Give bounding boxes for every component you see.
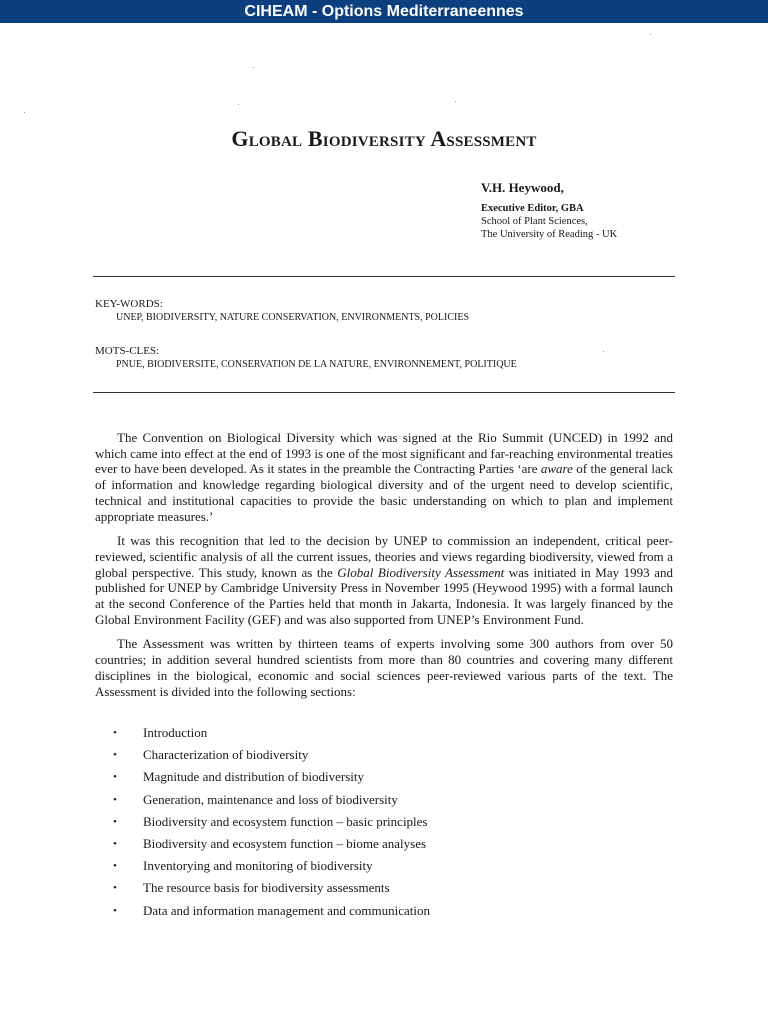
- bullet-icon: •: [113, 815, 117, 828]
- mots-cles-items: PNUE, BIODIVERSITE, CONSERVATION DE LA NATURE, ENVIRONNEMENT, POLITIQUE: [116, 359, 517, 370]
- keywords-block: [95, 297, 469, 325]
- author-department: School of Plant Sciences,: [481, 216, 588, 227]
- document-title: Global Biodiversity Assessment: [231, 126, 537, 151]
- list-item: • Characterization of biodiversity: [113, 747, 309, 763]
- sections-list: [113, 724, 430, 924]
- bullet-icon: •: [113, 727, 117, 739]
- bullet-icon: •: [113, 860, 117, 873]
- paragraph: It was this recognition that led to the decision by UNEP to commission an independent, critical peer-reviewed, scientific analysis of all the current issues, theories and views regarding biodiversity, viewed from a global perspective. This study, known as the Global Biodiversity Assessment was initiated in May 1993 and published for UNEP by Cambridge University Press in November 1995 (Heywood 1995) with a formal launch at the second Conference of the Parties held that month in Jakarta, Indonesia. It was largely financed by the Global Environment Facility (GEF) and was also supported from UNEP’s Environment Fund.: [95, 533, 673, 627]
- header-banner: CIHEAM - Options Mediterraneennes: [0, 0, 768, 23]
- mots-cles-block: [95, 344, 517, 372]
- author-institution: The University of Reading - UK: [481, 229, 618, 240]
- scan-speck: [238, 104, 239, 105]
- list-item: • Inventorying and monitoring of biodiversity: [113, 858, 373, 874]
- list-item: • Biodiversity and ecosystem function – basic principles: [113, 813, 428, 829]
- list-item: • Introduction: [113, 725, 208, 740]
- author-name: V.H. Heywood,: [481, 180, 564, 195]
- list-item: • Biodiversity and ecosystem function – biome analyses: [113, 835, 427, 851]
- scan-speck: [603, 351, 604, 352]
- keywords-items: UNEP, BIODIVERSITY, NATURE CONSERVATION, ENVIRONMENTS, POLICIES: [116, 312, 470, 323]
- top-divider: [93, 276, 675, 277]
- bullet-icon: •: [113, 904, 117, 917]
- author-block: [481, 180, 617, 241]
- bullet-icon: •: [113, 793, 117, 806]
- paragraph: The Assessment was written by thirteen teams of experts involving some 300 authors from over 50 countries; in addition several hundred scientists from more than 80 countries and covering many different disciplines in the biological, economic and social sciences peer-reviewed various parts of the text. The Assessment is divided into the following sections:: [95, 636, 673, 699]
- scan-speck: [24, 112, 25, 113]
- bullet-icon: •: [113, 837, 117, 850]
- list-item: • Data and information management and communication: [113, 902, 430, 918]
- scan-speck: [455, 101, 456, 102]
- paragraph: The Convention on Biological Diversity which was signed at the Rio Summit (UNCED) in 1992 and which came into effect at the end of 1993 is one of the most significant and far-reaching environmental treaties ever to have been developed. As it states in the preamble the Contracting Parties ‘are aware of the general lack of information and knowledge regarding biological diversity and of the urgent need to develop scientific, technical and institutional capacities to provide the basic understanding on which to plan and implement appropriate measures.’: [95, 430, 673, 524]
- scan-speck: [253, 67, 254, 68]
- bullet-icon: •: [113, 882, 117, 895]
- list-item: • The resource basis for biodiversity assessments: [113, 880, 390, 896]
- author-role: Executive Editor, GBA: [481, 203, 584, 214]
- mots-cles-label: MOTS-CLES:: [95, 345, 160, 357]
- bullet-icon: •: [113, 771, 117, 784]
- keywords-label: KEY-WORDS:: [95, 298, 163, 310]
- list-item: • Magnitude and distribution of biodiversity: [113, 769, 364, 785]
- list-item: • Generation, maintenance and loss of biodiversity: [113, 791, 398, 807]
- bullet-icon: •: [113, 749, 117, 762]
- body-text: [95, 430, 673, 708]
- bottom-divider: [93, 392, 675, 393]
- scan-speck: [650, 34, 651, 35]
